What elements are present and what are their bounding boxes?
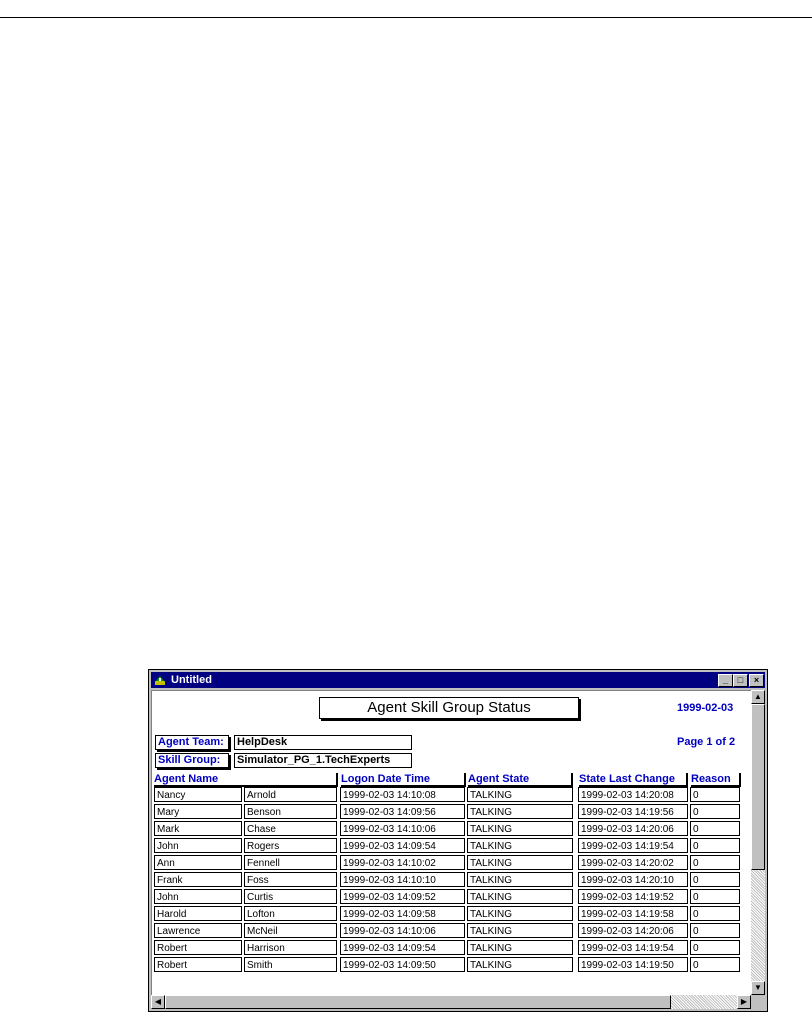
report-canvas [151,690,765,1009]
cell-reason: 0 [690,889,740,904]
cell-first-name: Mark [154,821,242,836]
cell-first-name: Robert [154,940,242,955]
cell-agent-state: TALKING [467,889,573,904]
cell-first-name: Ann [154,855,242,870]
cell-logon-date-time: 1999-02-03 14:10:10 [340,872,465,887]
cell-state-last-change: 1999-02-03 14:19:54 [578,940,688,955]
cell-agent-state: TALKING [467,855,573,870]
cell-last-name: Smith [244,957,337,972]
cell-last-name: Chase [244,821,337,836]
skill-group-label: Skill Group: [155,753,229,768]
window-titlebar[interactable] [151,672,765,688]
vertical-scrollbar[interactable] [751,690,765,995]
report-date: 1999-02-03 [677,702,734,714]
cell-last-name: Lofton [244,906,337,921]
page-indicator: Page 1 of 2 [677,736,736,748]
cell-reason: 0 [690,923,740,938]
cell-agent-state: TALKING [467,957,573,972]
cell-state-last-change: 1999-02-03 14:20:02 [578,855,688,870]
cell-last-name: Rogers [244,838,337,853]
cell-logon-date-time: 1999-02-03 14:09:52 [340,889,465,904]
column-header-logon-date-time: Logon Date Time [341,773,466,787]
cell-reason: 0 [690,787,740,802]
cell-first-name: John [154,838,242,853]
app-icon [154,674,166,686]
horizontal-scrollbar[interactable] [151,995,751,1009]
cell-last-name: Foss [244,872,337,887]
cell-agent-state: TALKING [467,923,573,938]
cell-logon-date-time: 1999-02-03 14:10:02 [340,855,465,870]
cell-state-last-change: 1999-02-03 14:19:56 [578,804,688,819]
cell-logon-date-time: 1999-02-03 14:09:50 [340,957,465,972]
cell-reason: 0 [690,838,740,853]
cell-state-last-change: 1999-02-03 14:20:10 [578,872,688,887]
close-button[interactable]: × [749,674,764,687]
report-window [148,669,768,1012]
cell-reason: 0 [690,906,740,921]
cell-agent-state: TALKING [467,906,573,921]
cell-agent-state: TALKING [467,940,573,955]
cell-state-last-change: 1999-02-03 14:19:58 [578,906,688,921]
cell-agent-state: TALKING [467,787,573,802]
cell-reason: 0 [690,940,740,955]
cell-logon-date-time: 1999-02-03 14:09:54 [340,838,465,853]
agent-team-label: Agent Team: [155,735,229,750]
cell-reason: 0 [690,872,740,887]
cell-reason: 0 [690,821,740,836]
cell-logon-date-time: 1999-02-03 14:09:54 [340,940,465,955]
cell-agent-state: TALKING [467,804,573,819]
column-header-state-last-change: State Last Change [579,773,688,787]
vertical-scroll-track[interactable] [751,870,765,981]
cell-logon-date-time: 1999-02-03 14:10:06 [340,923,465,938]
cell-state-last-change: 1999-02-03 14:19:52 [578,889,688,904]
cell-first-name: Robert [154,957,242,972]
cell-logon-date-time: 1999-02-03 14:10:08 [340,787,465,802]
cell-reason: 0 [690,957,740,972]
cell-agent-state: TALKING [467,872,573,887]
cell-first-name: Nancy [154,787,242,802]
column-header-agent-name: Agent Name [154,773,338,787]
skill-group-value: Simulator_PG_1.TechExperts [234,753,412,768]
cell-reason: 0 [690,855,740,870]
scroll-left-arrow-icon[interactable]: ◀ [151,995,165,1009]
cell-last-name: Curtis [244,889,337,904]
cell-state-last-change: 1999-02-03 14:19:54 [578,838,688,853]
cell-first-name: John [154,889,242,904]
cell-reason: 0 [690,804,740,819]
cell-first-name: Mary [154,804,242,819]
maximize-button[interactable]: □ [733,674,748,687]
cell-logon-date-time: 1999-02-03 14:10:06 [340,821,465,836]
cell-first-name: Lawrence [154,923,242,938]
cell-last-name: Arnold [244,787,337,802]
horizontal-scroll-track[interactable] [671,995,737,1009]
agent-team-value: HelpDesk [234,735,412,750]
cell-last-name: Harrison [244,940,337,955]
window-title: Untitled [171,674,212,686]
cell-agent-state: TALKING [467,821,573,836]
scroll-up-arrow-icon[interactable]: ▲ [751,690,765,704]
cell-logon-date-time: 1999-02-03 14:09:56 [340,804,465,819]
horizontal-scroll-thumb[interactable] [165,995,671,1009]
scroll-right-arrow-icon[interactable]: ▶ [737,995,751,1009]
cell-state-last-change: 1999-02-03 14:19:50 [578,957,688,972]
vertical-scroll-thumb[interactable] [751,704,765,870]
cell-logon-date-time: 1999-02-03 14:09:58 [340,906,465,921]
cell-first-name: Frank [154,872,242,887]
cell-state-last-change: 1999-02-03 14:20:06 [578,821,688,836]
report-title: Agent Skill Group Status [319,697,579,719]
cell-state-last-change: 1999-02-03 14:20:08 [578,787,688,802]
cell-agent-state: TALKING [467,838,573,853]
column-header-agent-state: Agent State [468,773,573,787]
cell-last-name: Benson [244,804,337,819]
column-header-reason: Reason [691,773,741,787]
size-grip [751,995,765,1009]
cell-last-name: McNeil [244,923,337,938]
cell-first-name: Harold [154,906,242,921]
page-top-rule [0,17,812,18]
scroll-down-arrow-icon[interactable]: ▼ [751,981,765,995]
cell-last-name: Fennell [244,855,337,870]
cell-state-last-change: 1999-02-03 14:20:06 [578,923,688,938]
minimize-button[interactable]: _ [718,674,733,687]
